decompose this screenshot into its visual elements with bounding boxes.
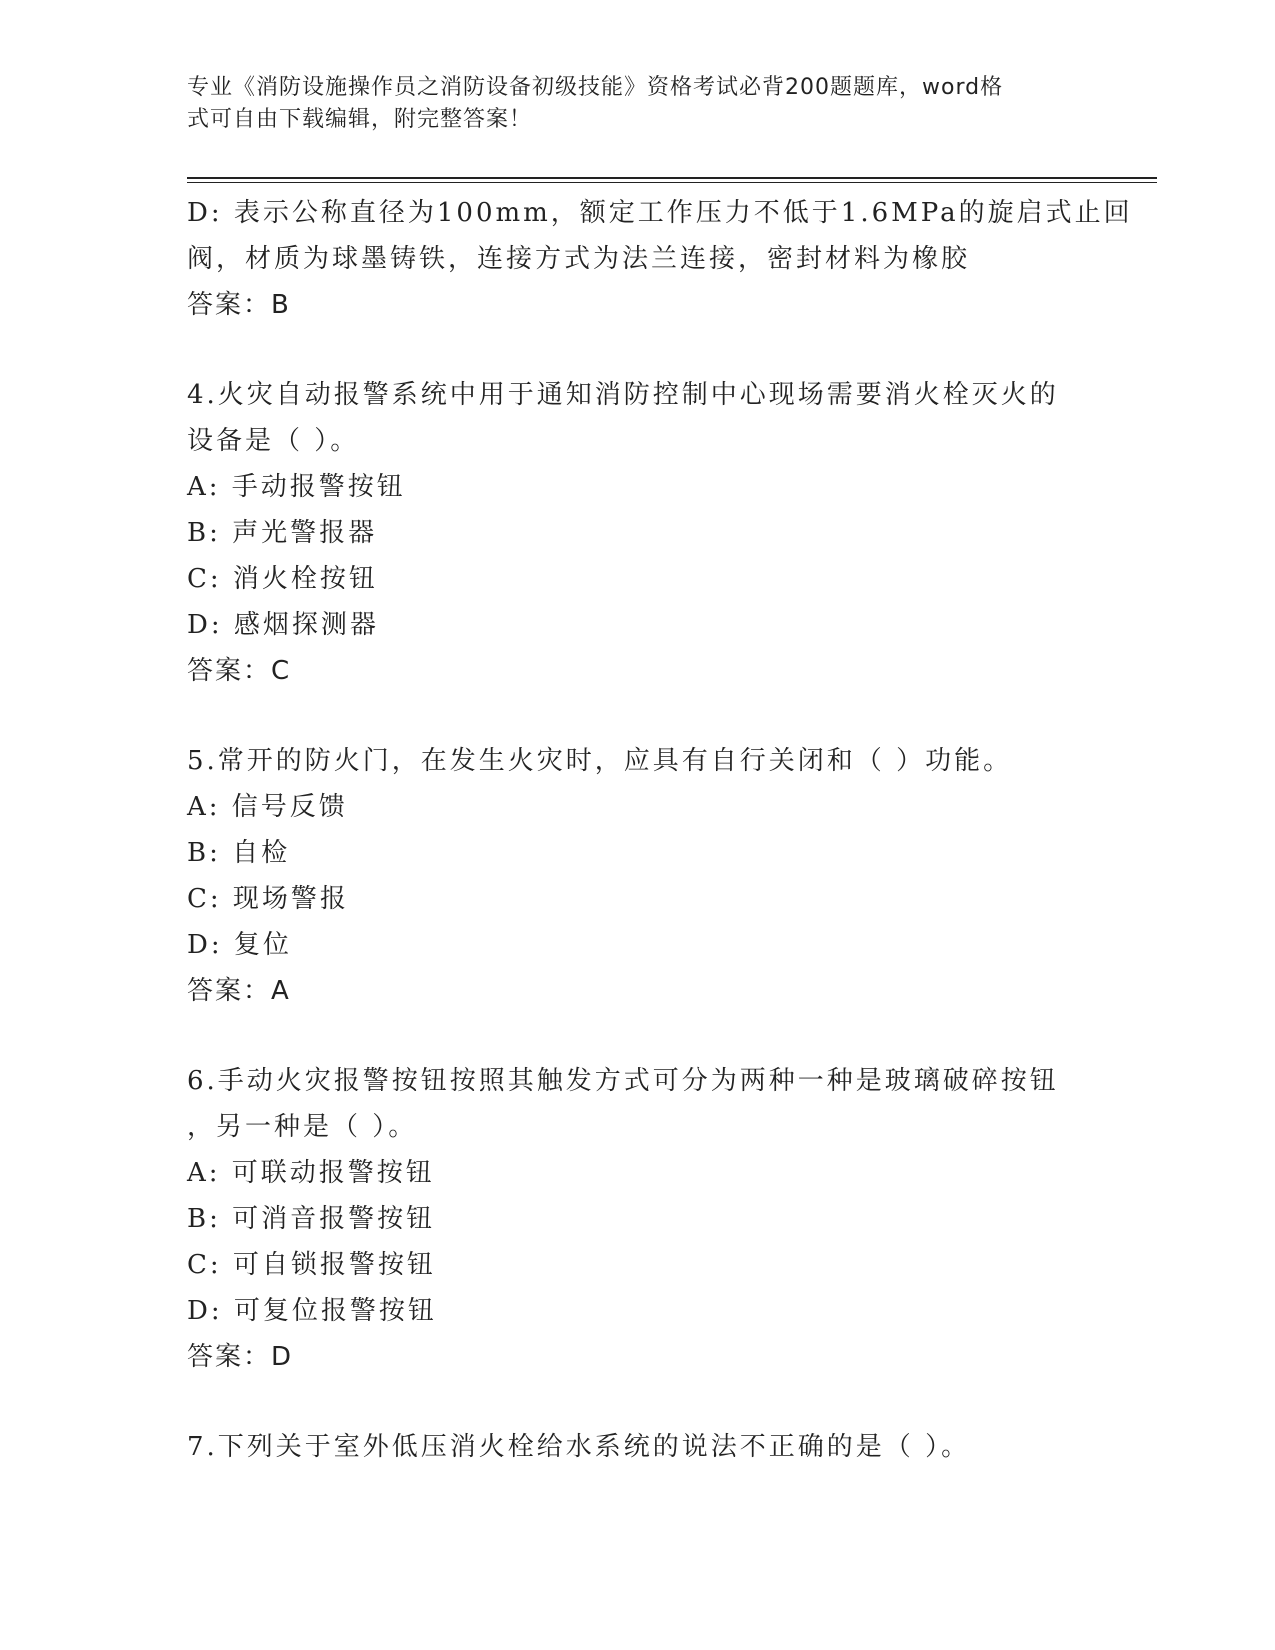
- question-list: [187, 190, 1133, 1470]
- option-c: C: 可自锁报警按钮: [187, 1250, 436, 1280]
- question-title-line-2: ，另一种是（ ）。: [187, 1112, 418, 1142]
- option-a: A: 可联动报警按钮: [187, 1158, 435, 1188]
- answer-label: 答案：C: [187, 656, 292, 686]
- option-d-line-1: D: 表示公称直径为100mm，额定工作压力不低于1.6MPa的旋启式止回: [187, 198, 1133, 228]
- question-block-7: [187, 1424, 1087, 1470]
- header-rule-thick: [187, 177, 1157, 179]
- answer-label: 答案：B: [187, 290, 291, 320]
- header-line-1: 专业《消防设施操作员之消防设备初级技能》资格考试必背200题题库，word格: [187, 75, 1004, 100]
- answer-label: 答案：D: [187, 1342, 294, 1372]
- option-c: C: 消火栓按钮: [187, 564, 378, 594]
- answer-label: 答案：A: [187, 976, 291, 1006]
- option-d: D: 可复位报警按钮: [187, 1296, 437, 1326]
- document-header: [187, 72, 1067, 136]
- option-a: A: 手动报警按钮: [187, 472, 406, 502]
- question-title-line-2: 设备是（ ）。: [187, 426, 360, 456]
- question-block-5: [187, 738, 1087, 1014]
- header-rule-thin: [187, 182, 1157, 183]
- option-b: B: 声光警报器: [187, 518, 378, 548]
- option-d-line-2: 阀，材质为球墨铸铁，连接方式为法兰连接，密封材料为橡胶: [187, 244, 971, 274]
- question-block-6: [187, 1058, 1087, 1380]
- question-title-line-1: 5.常开的防火门，在发生火灾时，应具有自行关闭和（ ）功能。: [187, 746, 1013, 776]
- question-block-4: [187, 372, 1087, 694]
- question-title-line-1: 4.火灾自动报警系统中用于通知消防控制中心现场需要消火栓灭火的: [187, 380, 1059, 410]
- option-b: B: 自检: [187, 838, 291, 868]
- question-title-line-1: 7.下列关于室外低压消火栓给水系统的说法不正确的是（ ）。: [187, 1432, 971, 1462]
- option-d: D: 感烟探测器: [187, 610, 379, 640]
- option-d: D: 复位: [187, 930, 292, 960]
- question-title-line-1: 6.手动火灾报警按钮按照其触发方式可分为两种一种是玻璃破碎按钮: [187, 1066, 1059, 1096]
- option-a: A: 信号反馈: [187, 792, 348, 822]
- option-b: B: 可消音报警按钮: [187, 1204, 436, 1234]
- header-line-2: 式可自由下载编辑，附完整答案！: [187, 107, 533, 132]
- option-c: C: 现场警报: [187, 884, 349, 914]
- question-block-prev: [187, 190, 1133, 328]
